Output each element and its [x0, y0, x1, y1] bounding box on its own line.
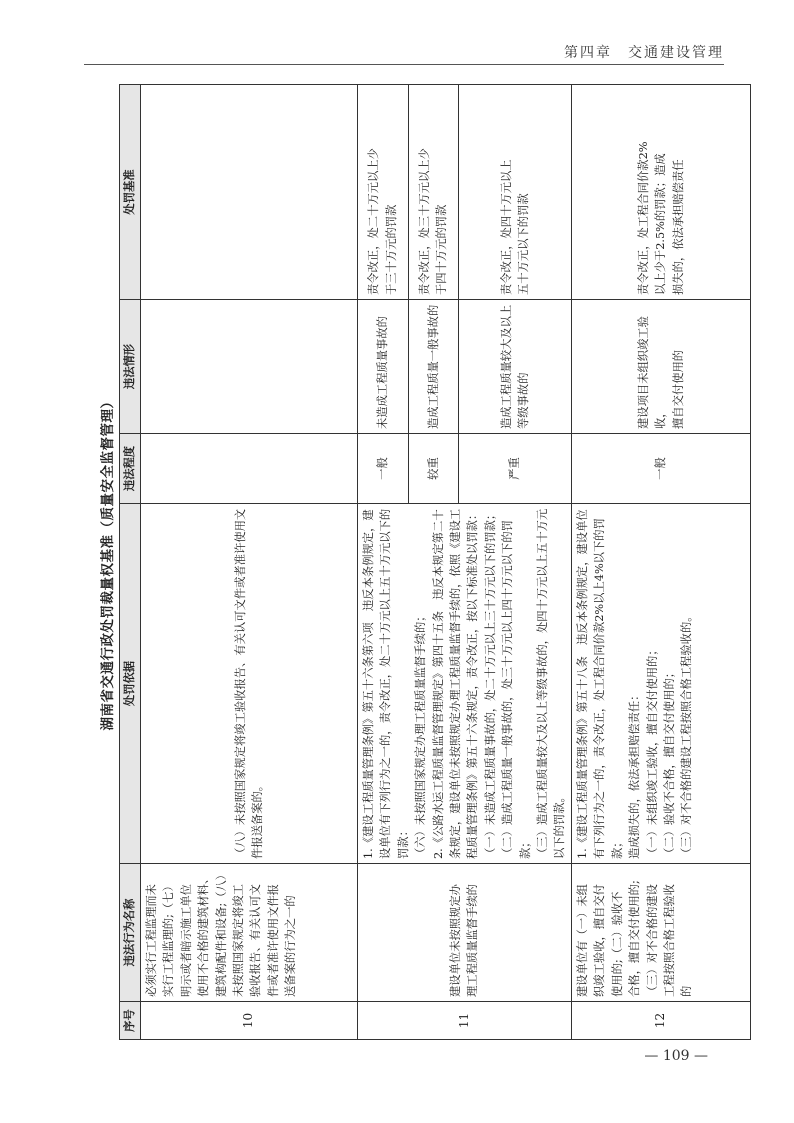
row-seq: 12 [571, 1002, 750, 1040]
degree-cell: 一般 [571, 434, 750, 504]
col-header-name: 违法行为名称 [120, 864, 141, 1002]
violation-name: 必须实行工程监理而未 实行工程监理的;（七） 明示或者暗示施工单位 使用不合格的建筑材料、 建筑构配件和设备;（八） 未按照国家规定将竣工 验收报告、有关认可文 件或者准许使用文件报 送备案的行为之一的 [141, 864, 358, 1002]
penalty-table [119, 84, 751, 1040]
standard-cell: 责令改正，处工程合同价款2% 以上少于2.5%的罚款；造成 损失的，依法承担赔偿责任 [571, 85, 750, 300]
header-rule [84, 64, 724, 65]
violation-name: 建设单位未按照规定办 理工程质量监督手续的 [358, 864, 572, 1002]
table-row [141, 85, 358, 1040]
penalty-basis: （八）未按照国家规定将竣工验收报告、有关认可文件或者准许使用文 件报送备案的。 [141, 504, 358, 864]
row-seq: 11 [358, 1002, 572, 1040]
col-header-degree: 违法程度 [120, 434, 141, 504]
col-header-seq: 序号 [120, 1002, 141, 1040]
violation-name: 建设单位有（一）未组 织竣工验收，擅自交付 使用的;（二）验收不 合格，擅自交付使用的; （三）对不合格的建设 工程按照合格工程验收 的 [571, 864, 750, 1002]
row-seq: 10 [141, 1002, 358, 1040]
table-header-row [120, 85, 141, 1040]
table-title: 湖南省交通行政处罚裁量权基准（质量安全监督管理） [100, 394, 116, 731]
degree-cell: 一般 [358, 434, 409, 504]
table-row [358, 85, 409, 1040]
situation-cell: 未造成工程质量事故的 [358, 300, 409, 434]
situation-cell: 造成工程质量一般事故的 [408, 300, 459, 434]
penalty-basis: 1.《建设工程质量管理条例》第五十八条 违反本条例规定，建设单位 有下列行为之一的，责令改正，处工程合同价款2%以上4%以下的罚款； 造成损失的，依法承担赔偿责任： （一）未组织竣工验收，擅自交付使用的； （二）验收不合格，擅自交付使用的； （三）对不合格的建设工程按照合格工程验收的。 [571, 504, 750, 864]
col-header-standard: 处罚基准 [120, 85, 141, 300]
degree-cell [141, 434, 358, 504]
penalty-basis: 1.《建设工程质量管理条例》第五十六条第六项 违反本条例规定，建 设单位有下列行为之一的，责令改正，处二十万元以上五十万元以下的 罚款： （六）未按照国家规定办理工程质量监督手续的； 2.《公路水运工程质量监督管理规定》第四十五条 违反本规定第二十 条规定，建设单位未按照规定办理工程质量监督手续的，依照《建设工 程质量管理条例》第五十六条规定，责令改正，按以下标准处以罚款： （一）未造成工程质量事故的，处二十万元以上三十万元以下的罚款； （二）造成工程质量一般事故的，处三十万元以上四十万元以下的罚款； （三）造成工程质量较大及以上等级事故的，处四十万元以上五十万元 以下的罚款。 [358, 504, 572, 864]
col-header-situation: 违法情形 [120, 300, 141, 434]
degree-cell: 较重 [408, 434, 459, 504]
page-number: — 109 — [644, 1048, 708, 1064]
standard-cell [141, 85, 358, 300]
running-head: 第四章 交通建设管理 [564, 45, 724, 61]
rotated-table-area [97, 85, 705, 1040]
table-row [571, 85, 750, 1040]
col-header-basis: 处罚依据 [120, 504, 141, 864]
situation-cell: 造成工程质量较大及以上等级事故的 [459, 300, 572, 434]
situation-cell [141, 300, 358, 434]
standard-cell: 责令改正，处四十万元以上 五十万元以下的罚款 [459, 85, 572, 300]
standard-cell: 责令改正，处二十万元以上少 于三十万元的罚款 [358, 85, 409, 300]
situation-cell: 建设项目未组织竣工验收， 擅自交付使用的 [571, 300, 750, 434]
standard-cell: 责令改正，处三十万元以上少 于四十万元的罚款 [408, 85, 459, 300]
degree-cell: 严重 [459, 434, 572, 504]
